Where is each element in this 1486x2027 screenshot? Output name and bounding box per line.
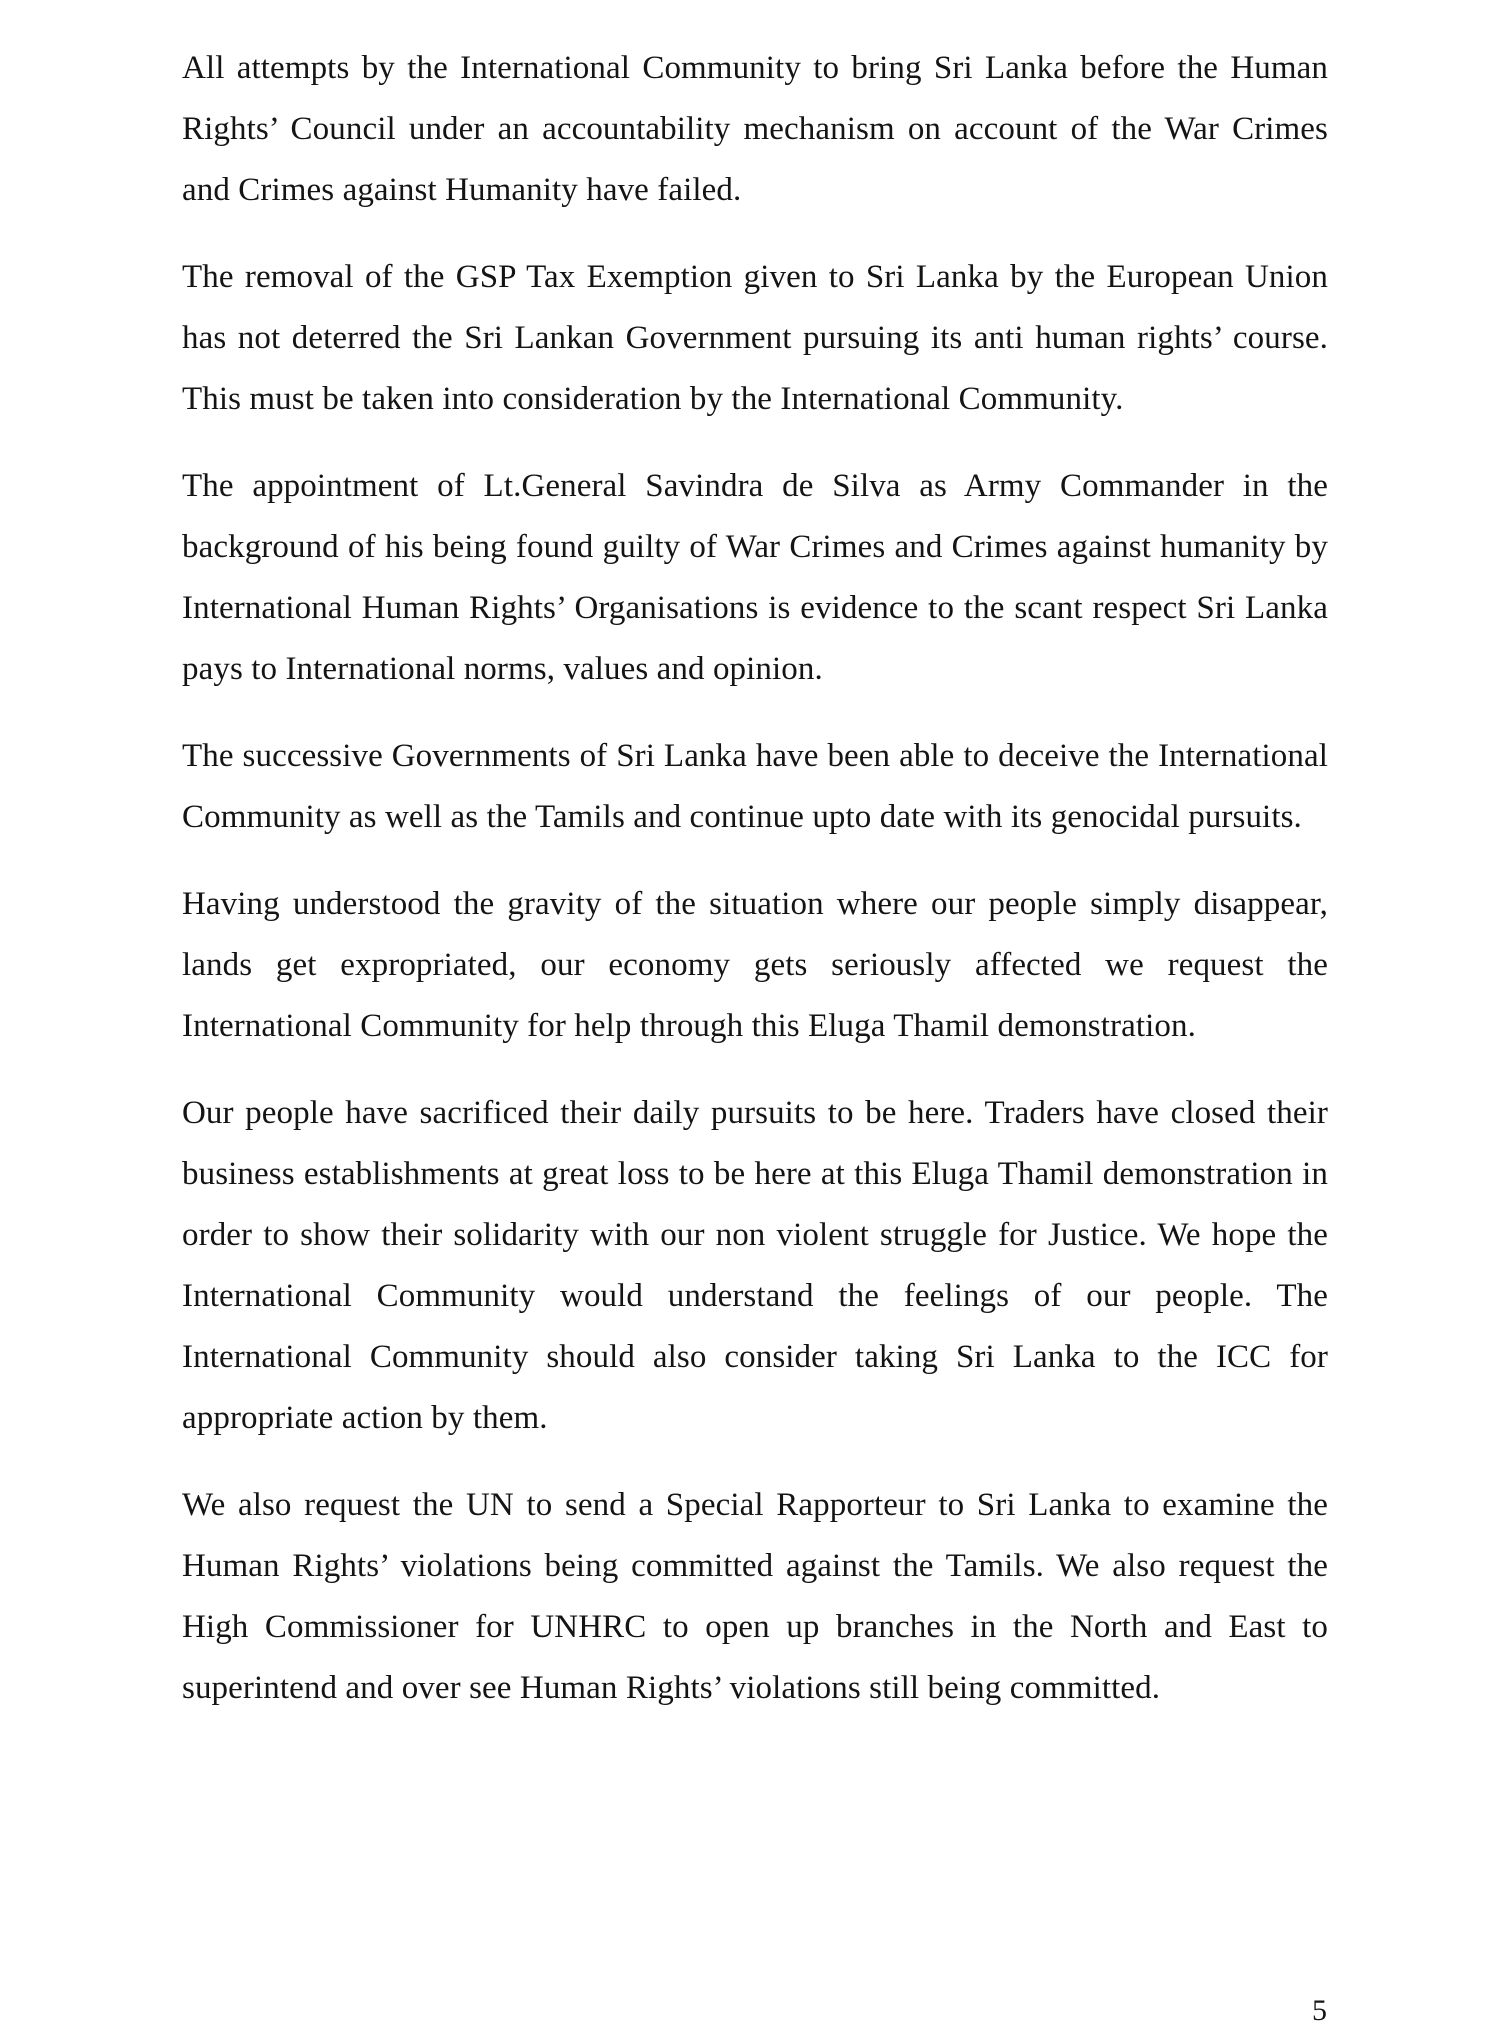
paragraph-4: The successive Governments of Sri Lanka have been able to deceive the International Community as well as the Tamils and continue upto date with its genocidal pursuits. <box>182 738 1328 835</box>
paragraph-3: The appointment of Lt.General Savindra de Silva as Army Commander in the background of his being found guilty of War Crimes and Crimes against humanity by International Human Rights’ Organisations is evidence to the scant respect Sri Lanka pays to International norms, values and opinion. <box>182 468 1328 687</box>
page-number: 5 <box>1312 1994 1327 2027</box>
paragraph-6: Our people have sacrificed their daily pursuits to be here. Traders have closed their business establishments at great loss to be here at this Eluga Thamil demonstration in order to show their solidarity with our non violent struggle for Justice. We hope the International Community would understand the feelings of our people. The International Community should also consider taking Sri Lanka to the ICC for appropriate action by them. <box>182 1095 1328 1436</box>
paragraph-7: We also request the UN to send a Special Rapporteur to Sri Lanka to examine the Human Rights’ violations being committed against the Tamils. We also request the High Commissioner for UNHRC to open up branches in the North and East to superintend and over see Human Rights’ violations still being committed. <box>182 1487 1328 1706</box>
document-body <box>182 38 1328 1745</box>
paragraph-2: The removal of the GSP Tax Exemption given to Sri Lanka by the European Union has not deterred the Sri Lankan Government pursuing its anti human rights’ course. This must be taken into consideration by the International Community. <box>182 259 1328 417</box>
paragraph-5: Having understood the gravity of the situation where our people simply disappear, lands get expropriated, our economy gets seriously affected we request the International Community for help through this Eluga Thamil demonstration. <box>182 886 1328 1044</box>
paragraph-1: All attempts by the International Community to bring Sri Lanka before the Human Rights’ Council under an accountability mechanism on account of the War Crimes and Crimes against Humanity have failed. <box>182 50 1328 208</box>
